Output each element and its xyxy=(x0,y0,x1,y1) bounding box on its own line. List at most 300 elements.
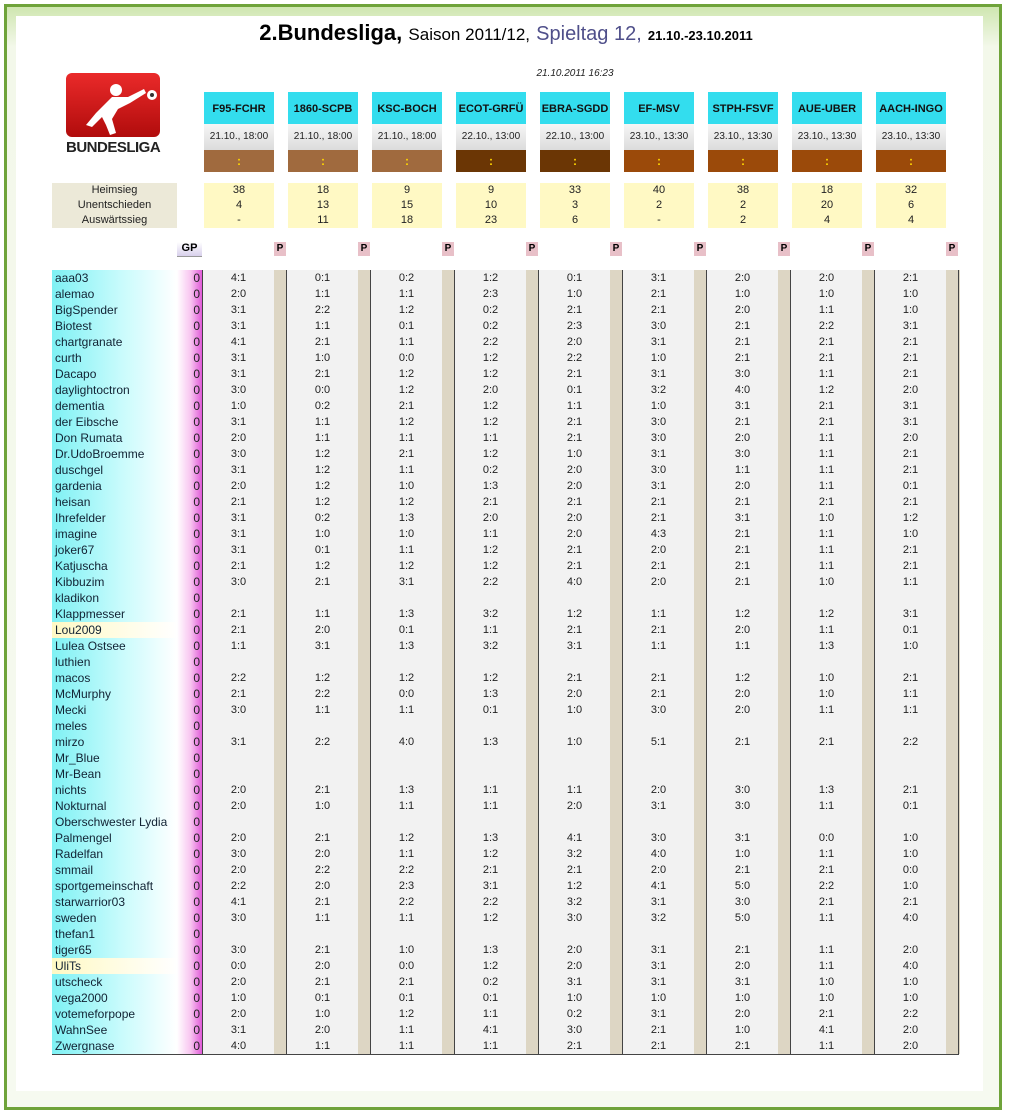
tip-value xyxy=(455,718,526,734)
points-header[interactable]: P xyxy=(442,242,454,256)
tip-value: 2:0 xyxy=(539,334,610,350)
table-row xyxy=(791,1006,876,1022)
table-row xyxy=(875,334,960,350)
tip-value: 3:0 xyxy=(623,318,694,334)
player-gp: 0 xyxy=(177,990,202,1006)
player-name[interactable]: Nokturnal xyxy=(52,798,177,814)
player-name[interactable]: curth xyxy=(52,350,177,366)
player-name[interactable]: alemao xyxy=(52,286,177,302)
player-gp: 0 xyxy=(177,286,202,302)
player-gp: 0 xyxy=(177,846,202,862)
table-row xyxy=(371,894,456,910)
tip-value: 1:1 xyxy=(287,702,358,718)
tip-value xyxy=(707,750,778,766)
table-row xyxy=(791,430,876,446)
tip-value: 2:0 xyxy=(875,1022,946,1038)
tip-value xyxy=(623,718,694,734)
game-code[interactable]: STPH-FSVF xyxy=(708,92,778,124)
player-name[interactable]: Dr.UdoBroemme xyxy=(52,446,177,462)
tip-value: 1:2 xyxy=(455,558,526,574)
table-row xyxy=(287,654,372,670)
tip-value: 2:1 xyxy=(203,558,274,574)
table-row xyxy=(707,910,792,926)
table-row xyxy=(623,478,708,494)
table-row xyxy=(287,734,372,750)
table-row xyxy=(875,574,960,590)
tip-value xyxy=(371,814,442,830)
tip-value: 1:1 xyxy=(371,1022,442,1038)
game-code[interactable]: F95-FCHR xyxy=(204,92,274,124)
table-row xyxy=(707,702,792,718)
tip-value xyxy=(371,926,442,942)
table-row xyxy=(791,574,876,590)
tip-value: 2:1 xyxy=(287,782,358,798)
table-row xyxy=(707,398,792,414)
points-header[interactable]: P xyxy=(358,242,370,256)
game-result: : xyxy=(204,150,274,172)
table-row xyxy=(287,814,372,830)
table-row xyxy=(287,302,372,318)
player-name[interactable]: thefan1 xyxy=(52,926,177,942)
table-row xyxy=(455,462,540,478)
table-row xyxy=(791,382,876,398)
player-name[interactable]: vega2000 xyxy=(52,990,177,1006)
table-row xyxy=(875,670,960,686)
tip-value: 1:0 xyxy=(791,286,862,302)
game-column xyxy=(623,92,708,1052)
table-row xyxy=(371,526,456,542)
table-row xyxy=(875,590,960,606)
game-tip-stats xyxy=(876,183,946,228)
table-row xyxy=(791,910,876,926)
tip-value: 1:2 xyxy=(455,446,526,462)
points-header[interactable]: P xyxy=(946,242,958,256)
tip-value: 1:1 xyxy=(791,430,862,446)
tip-value: 2:0 xyxy=(203,798,274,814)
player-name[interactable]: sweden xyxy=(52,910,177,926)
tip-value: 1:1 xyxy=(791,958,862,974)
tip-value: 1:3 xyxy=(791,782,862,798)
table-row xyxy=(539,1022,624,1038)
table-row xyxy=(707,926,792,942)
tip-value xyxy=(875,814,946,830)
player-name[interactable]: sportgemeinschaft xyxy=(52,878,177,894)
table-row xyxy=(791,718,876,734)
tip-value xyxy=(203,766,274,782)
table-row xyxy=(707,590,792,606)
player-name[interactable]: Mr-Bean xyxy=(52,766,177,782)
player-name[interactable]: Biotest xyxy=(52,318,177,334)
player-name[interactable]: utscheck xyxy=(52,974,177,990)
tip-value: 2:1 xyxy=(371,446,442,462)
table-row xyxy=(707,782,792,798)
table-row xyxy=(539,446,624,462)
tip-value: 1:1 xyxy=(707,462,778,478)
player-name[interactable]: Kibbuzim xyxy=(52,574,177,590)
table-row xyxy=(875,1006,960,1022)
player-name[interactable]: dementia xyxy=(52,398,177,414)
table-row xyxy=(287,270,372,286)
tip-value: 1:0 xyxy=(791,670,862,686)
table-row xyxy=(539,270,624,286)
tip-value: 1:0 xyxy=(539,286,610,302)
player-name[interactable]: gardenia xyxy=(52,478,177,494)
player-name[interactable]: Dacapo xyxy=(52,366,177,382)
points-header[interactable]: P xyxy=(526,242,538,256)
tip-value: 3:0 xyxy=(203,574,274,590)
player-name[interactable]: smmail xyxy=(52,862,177,878)
tip-value xyxy=(371,590,442,606)
table-row xyxy=(875,462,960,478)
player-gp: 0 xyxy=(177,510,202,526)
player-gp: 0 xyxy=(177,718,202,734)
tip-value: 2:0 xyxy=(623,574,694,590)
player-name[interactable]: Radelfan xyxy=(52,846,177,862)
table-row xyxy=(539,526,624,542)
table-row xyxy=(203,622,288,638)
tip-value: 2:0 xyxy=(203,974,274,990)
table-row xyxy=(539,750,624,766)
tip-value: 1:3 xyxy=(371,638,442,654)
player-name[interactable]: imagine xyxy=(52,526,177,542)
table-row xyxy=(287,462,372,478)
table-row xyxy=(287,574,372,590)
table-row xyxy=(287,622,372,638)
table-row xyxy=(875,702,960,718)
table-row xyxy=(371,414,456,430)
table-row xyxy=(707,974,792,990)
table-row xyxy=(875,942,960,958)
tip-value: 2:0 xyxy=(455,510,526,526)
tip-value: 4:0 xyxy=(371,734,442,750)
table-row xyxy=(539,878,624,894)
player-name[interactable]: luthien xyxy=(52,654,177,670)
player-gp: 0 xyxy=(177,494,202,510)
tip-value: 2:0 xyxy=(203,1006,274,1022)
player-name[interactable]: duschgel xyxy=(52,462,177,478)
table-row xyxy=(623,302,708,318)
game-stat-value: 15 xyxy=(400,199,414,211)
table-row xyxy=(539,910,624,926)
table-row xyxy=(875,654,960,670)
game-column xyxy=(875,92,960,1052)
table-row xyxy=(455,478,540,494)
game-column xyxy=(371,92,456,1052)
tip-value: 2:1 xyxy=(287,366,358,382)
tip-value: 1:0 xyxy=(875,286,946,302)
player-name[interactable]: starwarrior03 xyxy=(52,894,177,910)
table-row xyxy=(707,510,792,526)
player-name[interactable]: Oberschwester Lydia xyxy=(52,814,177,830)
table-row xyxy=(707,558,792,574)
tip-value: 1:0 xyxy=(287,526,358,542)
tip-value: 4:1 xyxy=(791,1022,862,1038)
table-row xyxy=(371,430,456,446)
player-name[interactable]: daylightoctron xyxy=(52,382,177,398)
game-code[interactable]: AACH-INGO xyxy=(876,92,946,124)
table-row xyxy=(455,862,540,878)
tip-value: 1:2 xyxy=(791,382,862,398)
player-name[interactable]: joker67 xyxy=(52,542,177,558)
player-name[interactable]: meles xyxy=(52,718,177,734)
table-row xyxy=(707,846,792,862)
table-row xyxy=(203,846,288,862)
table-row xyxy=(539,862,624,878)
table-row xyxy=(623,606,708,622)
game-stat-value: - xyxy=(237,214,241,226)
table-row xyxy=(455,638,540,654)
points-header[interactable]: P xyxy=(274,242,286,256)
player-name[interactable]: votemeforpope xyxy=(52,1006,177,1022)
tip-value: 2:1 xyxy=(203,494,274,510)
game-code[interactable]: EF-MSV xyxy=(624,92,694,124)
table-row xyxy=(623,526,708,542)
table-row xyxy=(707,862,792,878)
player-name[interactable]: Lou2009 xyxy=(52,622,177,638)
table-row xyxy=(707,270,792,286)
table-row xyxy=(371,670,456,686)
table-row xyxy=(707,686,792,702)
table-row xyxy=(707,286,792,302)
table-row xyxy=(371,318,456,334)
table-row xyxy=(455,334,540,350)
table-row xyxy=(539,334,624,350)
tip-value: 3:1 xyxy=(623,334,694,350)
table-row xyxy=(203,526,288,542)
table-row xyxy=(791,878,876,894)
game-result: : xyxy=(288,150,358,172)
tip-value: 2:2 xyxy=(875,734,946,750)
table-row xyxy=(287,558,372,574)
table-row xyxy=(707,942,792,958)
logo-wordmark: BUNDESLIGA xyxy=(66,139,161,156)
table-row xyxy=(791,942,876,958)
tip-value xyxy=(455,766,526,782)
player-name[interactable]: Palmengel xyxy=(52,830,177,846)
table-row xyxy=(287,798,372,814)
tip-value: 2:1 xyxy=(203,622,274,638)
tip-value: 2:1 xyxy=(707,1038,778,1054)
table-row xyxy=(707,302,792,318)
tip-value: 2:0 xyxy=(539,510,610,526)
tip-value: 0:0 xyxy=(287,382,358,398)
tip-value: 2:2 xyxy=(455,894,526,910)
player-name[interactable]: BigSpender xyxy=(52,302,177,318)
tip-rows xyxy=(287,270,372,1054)
table-row xyxy=(623,830,708,846)
table-row xyxy=(455,382,540,398)
table-row xyxy=(455,1006,540,1022)
tip-value: 3:2 xyxy=(623,910,694,926)
tip-value xyxy=(203,814,274,830)
table-row xyxy=(707,1038,792,1054)
player-name[interactable]: WahnSee xyxy=(52,1022,177,1038)
table-row xyxy=(875,542,960,558)
player-name[interactable]: McMurphy xyxy=(52,686,177,702)
table-row xyxy=(371,878,456,894)
game-code[interactable]: KSC-BOCH xyxy=(372,92,442,124)
player-name[interactable]: macos xyxy=(52,670,177,686)
tip-value: 2:0 xyxy=(203,478,274,494)
tip-value: 0:1 xyxy=(875,622,946,638)
tip-value xyxy=(707,654,778,670)
table-row xyxy=(455,654,540,670)
player-name[interactable]: Zwergnase xyxy=(52,1038,177,1054)
tip-value: 1:2 xyxy=(371,382,442,398)
table-row xyxy=(287,366,372,382)
table-row xyxy=(539,926,624,942)
table-row xyxy=(539,622,624,638)
player-name[interactable]: Ihrefelder xyxy=(52,510,177,526)
tip-value: 2:2 xyxy=(287,302,358,318)
table-row xyxy=(203,366,288,382)
player-name[interactable]: aaa03 xyxy=(52,270,177,286)
player-gp: 0 xyxy=(177,1022,202,1038)
tip-value xyxy=(623,750,694,766)
table-row xyxy=(203,318,288,334)
tip-value: 4:3 xyxy=(623,526,694,542)
tip-value: 1:2 xyxy=(791,606,862,622)
points-header[interactable]: P xyxy=(862,242,874,256)
player-name[interactable]: Lulea Ostsee xyxy=(52,638,177,654)
game-stat-value: 10 xyxy=(484,199,498,211)
gp-header[interactable]: GP xyxy=(177,242,202,257)
tip-value xyxy=(707,590,778,606)
player-name[interactable]: chartgranate xyxy=(52,334,177,350)
table-row xyxy=(371,398,456,414)
table-row xyxy=(371,990,456,1006)
table-row xyxy=(875,558,960,574)
table-row xyxy=(455,766,540,782)
tip-value: 1:2 xyxy=(371,366,442,382)
tip-value: 3:1 xyxy=(203,510,274,526)
table-row xyxy=(707,1022,792,1038)
tip-value: 2:0 xyxy=(287,622,358,638)
table-row xyxy=(791,862,876,878)
game-stat-value: 2 xyxy=(655,199,663,211)
tip-value: 4:0 xyxy=(623,846,694,862)
table-row xyxy=(539,942,624,958)
player-name[interactable]: Katjuscha xyxy=(52,558,177,574)
tip-value: 2:1 xyxy=(791,350,862,366)
table-row xyxy=(875,446,960,462)
tip-value: 1:2 xyxy=(455,366,526,382)
table-row xyxy=(203,398,288,414)
player-name[interactable]: Don Rumata xyxy=(52,430,177,446)
player-gp: 0 xyxy=(177,574,202,590)
table-row xyxy=(203,990,288,1006)
tip-value: 2:0 xyxy=(287,1022,358,1038)
tip-value: 2:0 xyxy=(875,430,946,446)
table-row xyxy=(875,302,960,318)
player-name[interactable]: heisan xyxy=(52,494,177,510)
game-code[interactable]: EBRA-SGDD xyxy=(540,92,610,124)
table-row xyxy=(791,782,876,798)
table-row xyxy=(623,350,708,366)
tip-value: 1:1 xyxy=(791,526,862,542)
table-row xyxy=(539,1006,624,1022)
tip-value: 0:1 xyxy=(539,270,610,286)
points-header[interactable]: P xyxy=(694,242,706,256)
tip-value: 2:1 xyxy=(707,414,778,430)
table-row xyxy=(371,830,456,846)
points-header[interactable]: P xyxy=(610,242,622,256)
game-stat-value: 18 xyxy=(400,214,414,226)
table-row xyxy=(791,654,876,670)
page-title xyxy=(0,20,1012,46)
table-row xyxy=(875,1038,960,1054)
table-row xyxy=(707,670,792,686)
table-row xyxy=(707,814,792,830)
table-row xyxy=(287,398,372,414)
player-name[interactable]: nichts xyxy=(52,782,177,798)
tip-value: 1:1 xyxy=(791,558,862,574)
tip-value xyxy=(287,750,358,766)
player-gp: 0 xyxy=(177,558,202,574)
tip-value: 3:1 xyxy=(623,366,694,382)
player-name[interactable]: UliTs xyxy=(52,958,177,974)
table-row xyxy=(455,958,540,974)
tip-value: 1:2 xyxy=(455,670,526,686)
player-gp: 0 xyxy=(177,830,202,846)
table-row xyxy=(455,686,540,702)
game-stat-value: 32 xyxy=(904,184,918,196)
points-header[interactable]: P xyxy=(778,242,790,256)
player-gp: 0 xyxy=(177,446,202,462)
tip-value: 2:0 xyxy=(539,462,610,478)
table-row xyxy=(875,414,960,430)
tip-value: 1:0 xyxy=(791,510,862,526)
tip-value: 1:1 xyxy=(623,606,694,622)
player-gp: 0 xyxy=(177,398,202,414)
tip-value: 1:0 xyxy=(791,974,862,990)
table-row xyxy=(287,910,372,926)
game-code[interactable]: ECOT-GRFÜ xyxy=(456,92,526,124)
tip-value xyxy=(287,654,358,670)
tip-value xyxy=(203,926,274,942)
table-row xyxy=(623,382,708,398)
table-row xyxy=(287,718,372,734)
tip-value: 2:1 xyxy=(791,862,862,878)
table-row xyxy=(791,302,876,318)
game-date: 21.10., 18:00 xyxy=(372,124,442,150)
tip-value: 2:0 xyxy=(707,622,778,638)
tip-value xyxy=(707,718,778,734)
tip-value: 2:1 xyxy=(623,1038,694,1054)
table-row xyxy=(707,958,792,974)
tip-value: 1:2 xyxy=(287,558,358,574)
game-result: : xyxy=(792,150,862,172)
tip-value: 5:0 xyxy=(707,878,778,894)
player-name[interactable]: mirzo xyxy=(52,734,177,750)
tip-value: 2:1 xyxy=(707,558,778,574)
player-name[interactable]: Klappmesser xyxy=(52,606,177,622)
game-code[interactable]: 1860-SCPB xyxy=(288,92,358,124)
player-name[interactable]: der Eibsche xyxy=(52,414,177,430)
tip-value xyxy=(539,750,610,766)
table-row xyxy=(791,590,876,606)
table-row xyxy=(203,830,288,846)
player-name[interactable]: kladikon xyxy=(52,590,177,606)
player-name[interactable]: tiger65 xyxy=(52,942,177,958)
table-row xyxy=(875,990,960,1006)
table-row xyxy=(791,270,876,286)
game-result: : xyxy=(372,150,442,172)
player-name[interactable]: Mr_Blue xyxy=(52,750,177,766)
player-name[interactable]: Mecki xyxy=(52,702,177,718)
game-code[interactable]: AUE-UBER xyxy=(792,92,862,124)
table-row xyxy=(539,1038,624,1054)
